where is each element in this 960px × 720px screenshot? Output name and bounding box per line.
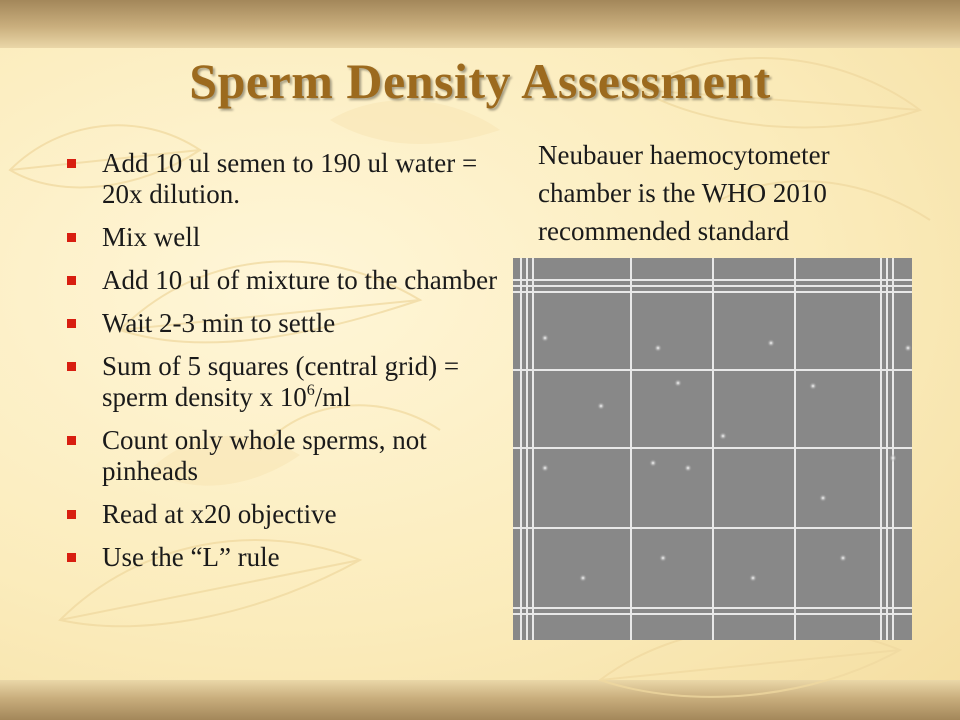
bullet-item bbox=[66, 425, 506, 487]
exponent-superscript: 6 bbox=[306, 382, 315, 399]
bullet-item bbox=[66, 542, 506, 573]
square-bullet-icon bbox=[67, 319, 76, 328]
bullet-item bbox=[66, 351, 506, 413]
square-bullet-icon bbox=[67, 159, 76, 168]
haemocytometer-grid-image bbox=[513, 258, 912, 640]
bullet-text-part: Sum of 5 squares (central grid) = sperm density x 10 bbox=[102, 351, 460, 412]
bullet-item bbox=[66, 265, 506, 296]
square-bullet-icon bbox=[67, 233, 76, 242]
bullet-text: Read at x20 objective bbox=[102, 499, 337, 529]
bullet-item bbox=[66, 308, 506, 339]
slide-title: Sperm Density Assessment bbox=[189, 53, 771, 109]
square-bullet-icon bbox=[67, 553, 76, 562]
bullet-text: Use the “L” rule bbox=[102, 542, 280, 572]
bullet-text: Count only whole sperms, not pinheads bbox=[102, 425, 427, 486]
square-bullet-icon bbox=[67, 362, 76, 371]
bullet-text: Wait 2-3 min to settle bbox=[102, 308, 336, 338]
square-bullet-icon bbox=[67, 510, 76, 519]
bullet-text-unit: /ml bbox=[314, 382, 351, 412]
bullet-item bbox=[66, 499, 506, 530]
bullet-text: Add 10 ul of mixture to the chamber bbox=[102, 265, 498, 295]
haemocytometer-grid-drawing bbox=[513, 258, 912, 640]
square-bullet-icon bbox=[67, 276, 76, 285]
image-caption: Neubauer haemocytometer chamber is the WHO 2010 recommended standard bbox=[538, 140, 830, 246]
bullet-item bbox=[66, 222, 506, 253]
bullet-item bbox=[66, 148, 506, 210]
bullet-list bbox=[66, 148, 506, 585]
bullet-text bbox=[102, 351, 459, 412]
bullet-text: Mix well bbox=[102, 222, 201, 252]
bullet-text: Add 10 ul semen to 190 ul water = 20x dilution. bbox=[102, 148, 478, 209]
square-bullet-icon bbox=[67, 436, 76, 445]
